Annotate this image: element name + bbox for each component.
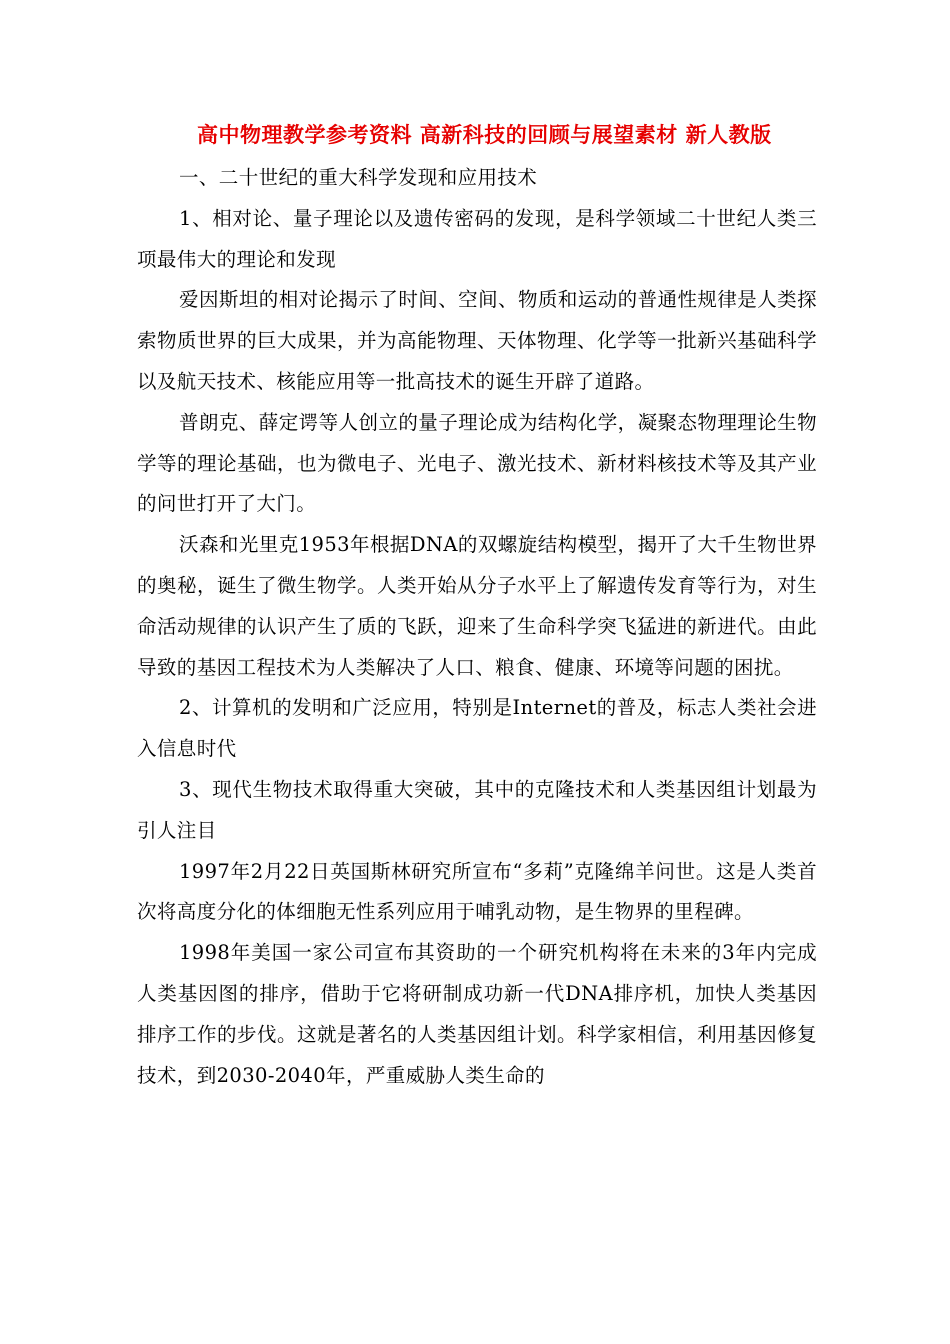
paragraph-4: 沃森和光里克1953年根据DNA的双螺旋结构模型，揭开了大千生物世界的奥秘，诞生了微生物学。人类开始从分子水平上了解遗传发育等行为，对生命活动规律的认识产生了质的飞跃，迎来了生命科学突飞猛进的新进代。由此导致的基因工程技术为人类解决了人口、粮食、健康、环境等问题的困扰。 xyxy=(137,533,817,679)
paragraph-7: 1997年2月22日英国斯林研究所宣布“多莉”克隆绵羊问世。这是人类首次将高度分化的体细胞无性系列应用于哺乳动物，是生物界的里程碑。 xyxy=(137,859,817,924)
paragraph-3: 普朗克、薛定谔等人创立的量子理论成为结构化学，凝聚态物理理论生物学等的理论基础，也为微电子、光电子、激光技术、新材料核技术等及其产业的问世打开了大门。 xyxy=(137,410,817,516)
paragraph-6: 3、现代生物技术取得重大突破，其中的克隆技术和人类基因组计划最为引人注目 xyxy=(137,777,817,842)
paragraph-1: 1、相对论、量子理论以及遗传密码的发现，是科学领域二十世纪人类三项最伟大的理论和发现 xyxy=(137,206,817,271)
paragraph-5: 2、计算机的发明和广泛应用，特别是Internet的普及，标志人类社会进入信息时代 xyxy=(137,696,817,761)
document-title: 高中物理教学参考资料 高新科技的回顾与展望素材 新人教版 xyxy=(197,123,772,147)
paragraph-2: 爱因斯坦的相对论揭示了时间、空间、物质和运动的普通性规律是人类探索物质世界的巨大成果，并为高能物理、天体物理、化学等一批新兴基础科学以及航天技术、核能应用等一批高技术的诞生开辟了道路。 xyxy=(137,288,817,393)
section-heading: 一、二十世纪的重大科学发现和应用技术 xyxy=(179,166,538,189)
document-body xyxy=(137,112,817,1096)
paragraph-8: 1998年美国一家公司宣布其资助的一个研究机构将在未来的3年内完成人类基因图的排序，借助于它将研制成功新一代DNA排序机，加快人类基因排序工作的步伐。这就是著名的人类基因组计划。科学家相信，利用基因修复技术，到2030-2040年，严重威胁人类生命的 xyxy=(137,941,817,1087)
